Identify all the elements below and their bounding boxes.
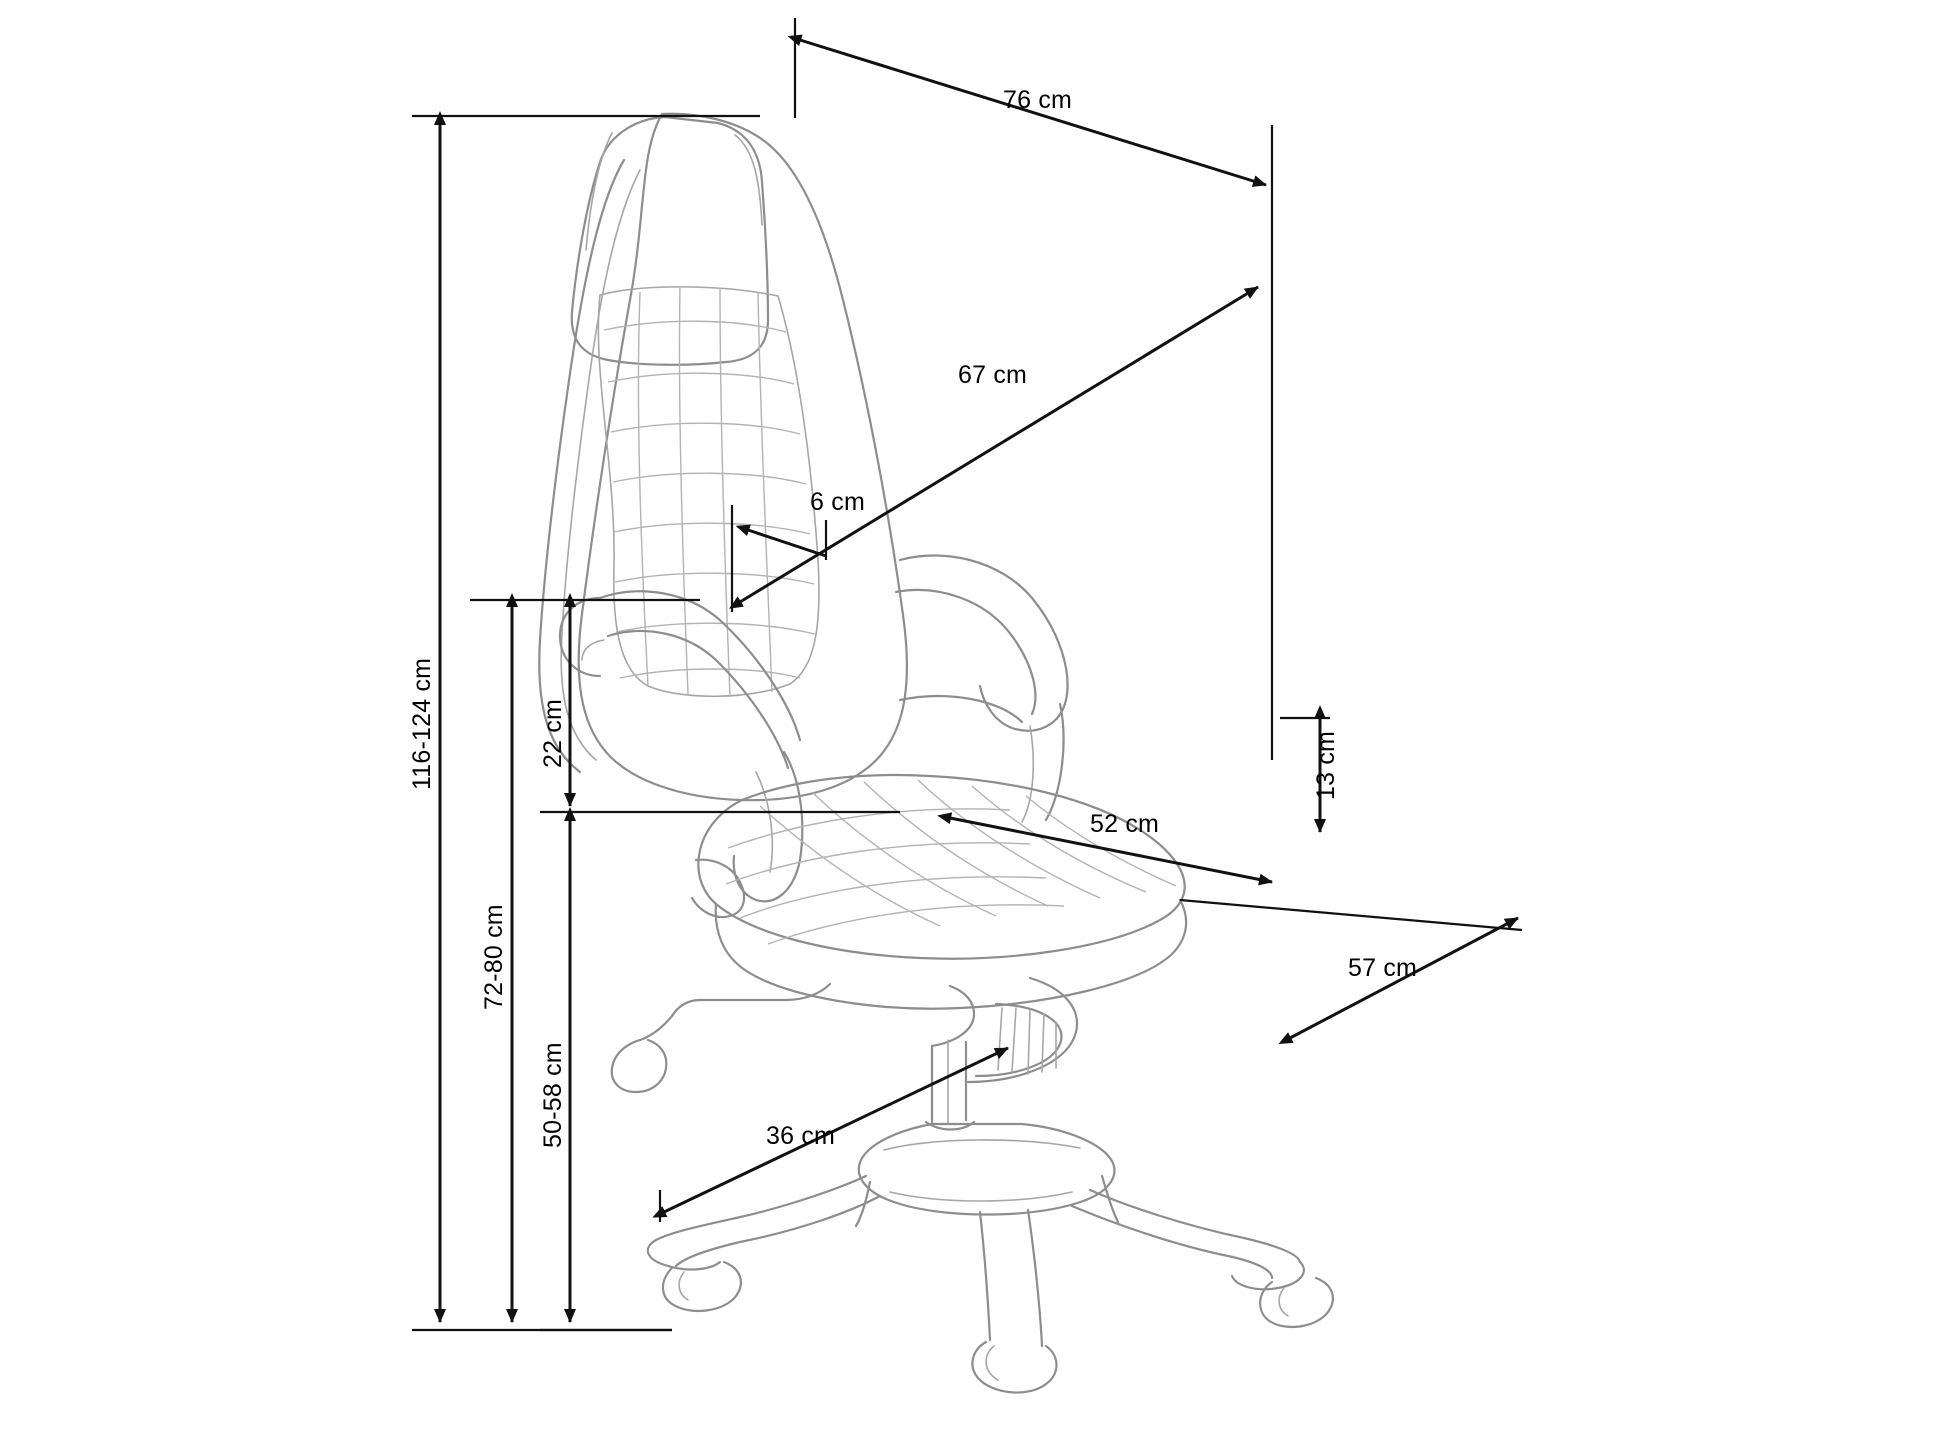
chair-armrest-right: [896, 556, 1068, 822]
dim-label-seat-depth: 52 cm: [1090, 810, 1160, 838]
dim-label-headrest-thickness: 6 cm: [810, 488, 865, 516]
dim-label-seat-to-back-top: 72-80 cm: [480, 904, 508, 1010]
dim-label-backrest-height: 67 cm: [958, 361, 1028, 389]
dim-line-6cm: [748, 530, 826, 556]
dim-label-overall-height: 116-124 cm: [408, 657, 436, 790]
chair-armrest-left: [560, 591, 802, 917]
chair-illustration: [539, 114, 1333, 1393]
dim-label-cushion-thickness: 13 cm: [1312, 730, 1340, 800]
chair-casters: [663, 1262, 1333, 1327]
chair-backrest: [539, 114, 907, 800]
chair-headrest: [572, 117, 768, 365]
quilt-pattern-back: [604, 288, 815, 697]
dim-label-base-diameter: 36 cm: [766, 1122, 836, 1150]
chair-gas-lift: [926, 978, 1077, 1130]
chair-base: [648, 1124, 1304, 1393]
dim-label-armrest-height: 22 cm: [539, 698, 567, 768]
quilt-pattern-seat: [726, 780, 1176, 944]
dim-label-seat-height: 50-58 cm: [539, 1042, 567, 1148]
chair-tilt-lever: [612, 984, 830, 1092]
dim-label-seat-overall-depth: 57 cm: [1348, 954, 1418, 982]
ext-line-57cm: [1180, 900, 1522, 930]
dim-label-overall-width: 76 cm: [1003, 86, 1073, 114]
